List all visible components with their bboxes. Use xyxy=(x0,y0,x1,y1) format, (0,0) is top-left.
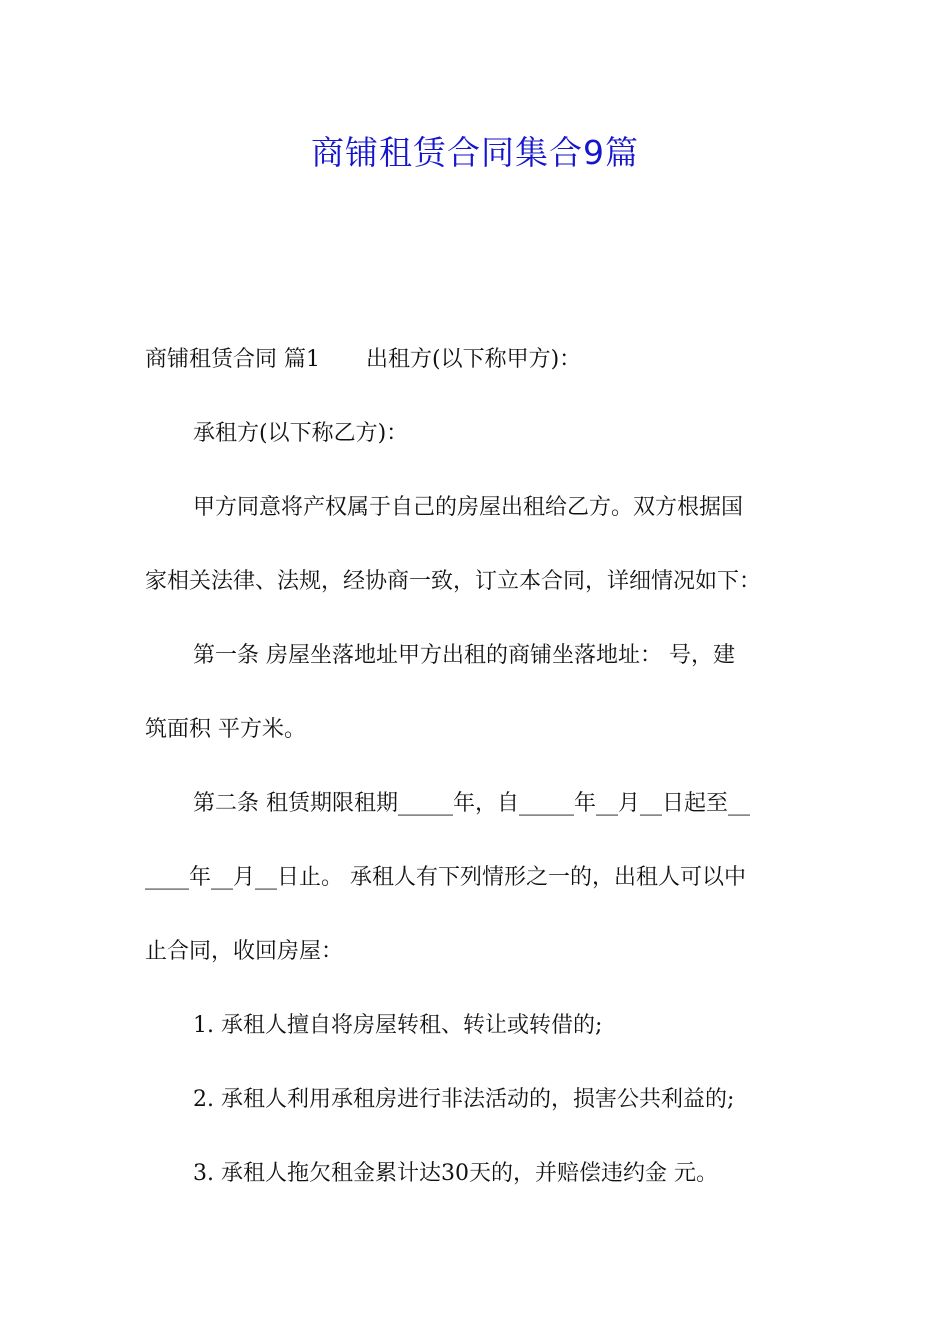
lessor-label: 出租方(以下称甲方)： xyxy=(366,347,582,372)
list-item-1: 1. 承租人擅自将房屋转租、转让或转借的; xyxy=(193,1013,603,1038)
list-item-3: 3. 承租人拖欠租金累计达30天的，并赔偿违约金 元。 xyxy=(193,1161,718,1186)
lessee-label: 承租方(以下称乙方)： xyxy=(193,421,409,446)
article-1-line-1: 第一条 房屋坐落地址甲方出租的商铺坐落地址： 号，建 xyxy=(193,643,735,668)
article-1-line-2: 筑面积 平方米。 xyxy=(145,717,306,742)
list-item-2: 2. 承租人利用承租房进行非法活动的，损害公共利益的; xyxy=(193,1087,735,1112)
article-2-line-1: 第二条 租赁期限租期_____年，自_____年__月__日起至__ xyxy=(193,791,750,816)
contract-heading: 商铺租赁合同 篇1 xyxy=(145,347,320,372)
document-body xyxy=(145,336,807,1198)
article-2-line-2: ____年__月__日止。 承租人有下列情形之一的，出租人可以中 xyxy=(145,865,746,890)
paragraph-1 xyxy=(145,336,807,384)
paragraph-3-line-2: 家相关法律、法规，经协商一致，订立本合同，详细情况如下： xyxy=(145,569,762,594)
paragraph-3-line-1: 甲方同意将产权属于自己的房屋出租给乙方。双方根据国 xyxy=(193,495,744,520)
document-title: 商铺租赁合同集合9篇 xyxy=(311,133,639,172)
article-2-line-3: 止合同，收回房屋： xyxy=(145,939,344,964)
